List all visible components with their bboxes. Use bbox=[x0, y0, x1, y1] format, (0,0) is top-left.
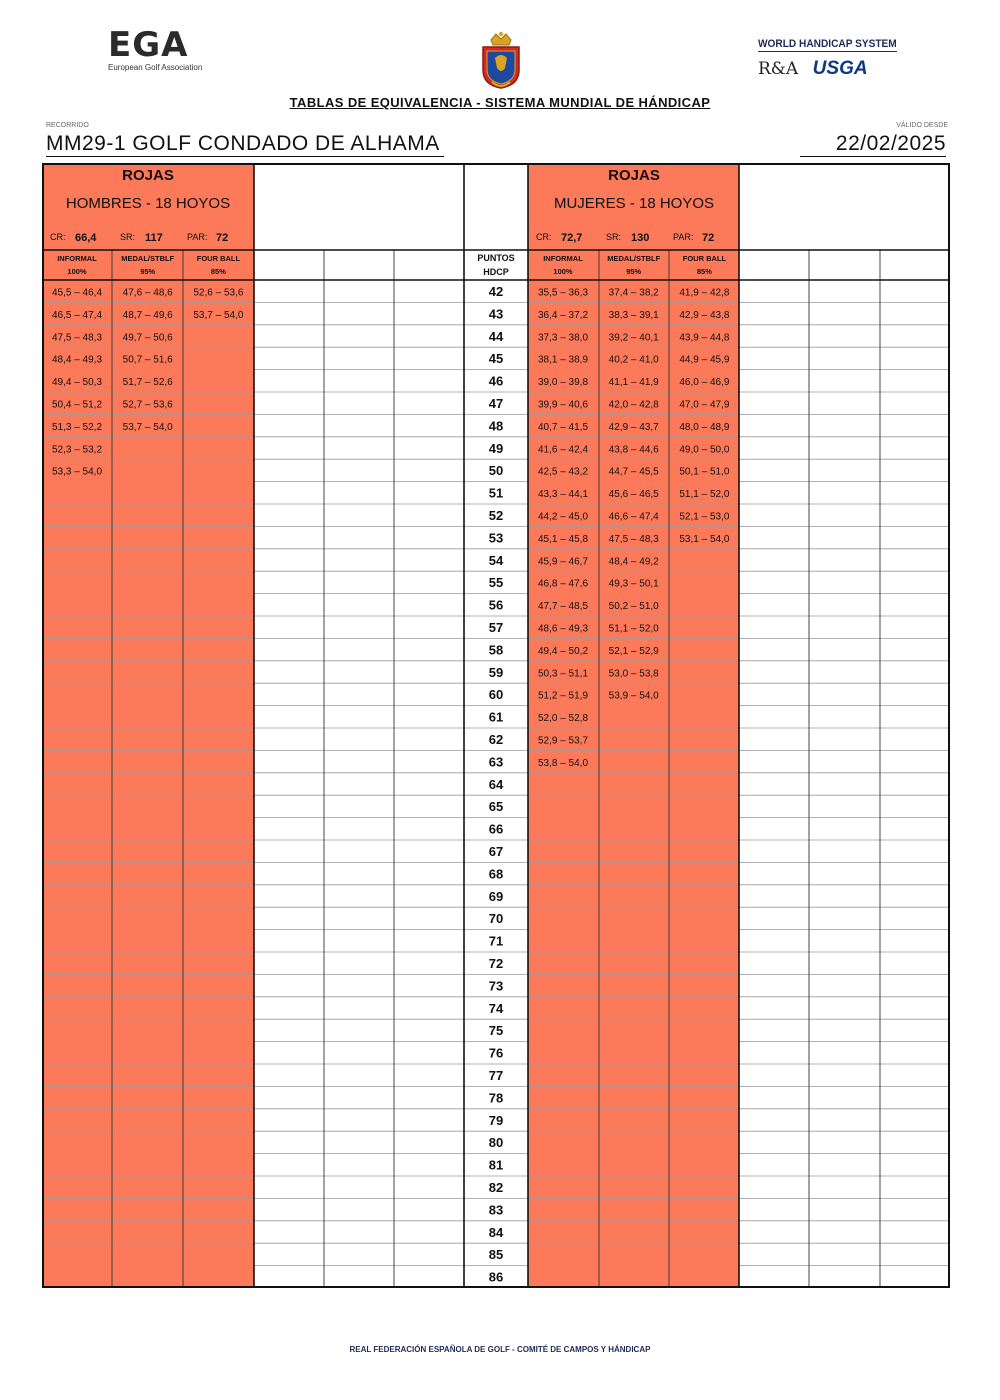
points-cell: 78 bbox=[488, 1090, 504, 1106]
valid-from-label: VÁLIDO DESDE bbox=[896, 122, 948, 129]
points-cell: 60 bbox=[488, 687, 504, 703]
whs-title: WORLD HANDICAP SYSTEM bbox=[758, 38, 897, 50]
points-cell: 54 bbox=[488, 552, 504, 568]
women-range-cell: 47,0 – 47,9 bbox=[679, 399, 730, 411]
women-range-cell: 52,9 – 53,7 bbox=[537, 735, 589, 747]
women-range-cell: 49,3 – 50,1 bbox=[608, 578, 659, 590]
women-col-percent: 95% bbox=[626, 267, 642, 276]
women-range-cell: 44,2 – 45,0 bbox=[537, 511, 589, 523]
points-cell: 79 bbox=[488, 1112, 504, 1128]
men-range-cell: 51,7 – 52,6 bbox=[122, 377, 173, 389]
points-cell: 44 bbox=[488, 328, 504, 344]
women-range-cell: 49,0 – 50,0 bbox=[679, 444, 730, 456]
men-col-percent: 100% bbox=[67, 267, 87, 276]
men-range-cell: 52,6 – 53,6 bbox=[193, 287, 244, 299]
women-range-cell: 50,2 – 51,0 bbox=[608, 601, 659, 613]
women-range-cell: 46,8 – 47,6 bbox=[537, 578, 589, 590]
points-cell: 65 bbox=[488, 799, 504, 815]
men-category: HOMBRES - 18 HOYOS bbox=[65, 195, 231, 212]
ega-logo-subtitle: European Golf Association bbox=[108, 63, 203, 72]
women-range-cell: 37,3 – 38,0 bbox=[537, 332, 589, 344]
women-range-cell: 53,1 – 54,0 bbox=[679, 533, 730, 545]
women-sr-label: SR: bbox=[606, 232, 622, 242]
women-range-cell: 48,0 – 48,9 bbox=[679, 421, 730, 433]
men-range-cell: 52,7 – 53,6 bbox=[122, 399, 173, 411]
points-cell: 86 bbox=[488, 1269, 504, 1285]
women-range-cell: 53,9 – 54,0 bbox=[608, 690, 659, 702]
points-cell: 49 bbox=[488, 440, 504, 456]
footer-text: REAL FEDERACIÓN ESPAÑOLA DE GOLF - COMITÉ DE CAMPOS Y HÁNDICAP bbox=[349, 1345, 651, 1354]
ega-logo-text: EGA bbox=[108, 25, 189, 65]
women-range-cell: 45,1 – 45,8 bbox=[537, 533, 589, 545]
points-cell: 53 bbox=[488, 530, 504, 546]
ega-logo bbox=[108, 25, 208, 72]
women-range-cell: 45,9 – 46,7 bbox=[537, 556, 589, 568]
women-range-cell: 46,6 – 47,4 bbox=[608, 511, 659, 523]
points-cell: 75 bbox=[488, 1023, 504, 1039]
women-range-cell: 42,9 – 43,8 bbox=[679, 309, 730, 321]
points-cell: 82 bbox=[488, 1180, 504, 1195]
points-cell: 77 bbox=[488, 1068, 504, 1083]
men-range-cell: 50,4 – 51,2 bbox=[51, 399, 103, 411]
points-cell: 56 bbox=[488, 597, 504, 613]
women-range-cell: 42,5 – 43,2 bbox=[537, 466, 589, 478]
women-cr-value: 72,7 bbox=[561, 232, 583, 244]
women-range-cell: 40,7 – 41,5 bbox=[537, 421, 589, 433]
men-range-cell: 52,3 – 53,2 bbox=[51, 444, 103, 456]
women-col-header: FOUR BALL bbox=[682, 254, 727, 263]
points-cell: 64 bbox=[488, 776, 504, 792]
points-cell: 66 bbox=[488, 821, 504, 837]
women-col-percent: 100% bbox=[553, 267, 573, 276]
ra-logo: R&A bbox=[758, 59, 799, 79]
women-range-cell: 41,1 – 41,9 bbox=[608, 377, 659, 389]
points-cell: 63 bbox=[488, 754, 504, 770]
women-range-cell: 52,1 – 53,0 bbox=[679, 511, 730, 523]
women-range-cell: 44,7 – 45,5 bbox=[608, 466, 659, 478]
men-col-header: MEDAL/STBLF bbox=[121, 254, 175, 263]
women-range-cell: 42,9 – 43,7 bbox=[608, 421, 659, 433]
men-range-cell: 47,6 – 48,6 bbox=[122, 287, 173, 299]
men-col-percent: 95% bbox=[140, 267, 156, 276]
points-cell: 43 bbox=[488, 306, 504, 322]
points-cell: 74 bbox=[488, 1000, 504, 1016]
points-cell: 58 bbox=[488, 642, 504, 658]
points-cell: 55 bbox=[488, 575, 504, 591]
men-tee-name: ROJAS bbox=[122, 167, 174, 184]
points-cell: 46 bbox=[488, 373, 504, 389]
women-range-cell: 39,9 – 40,6 bbox=[537, 399, 589, 411]
document-title: TABLAS DE EQUIVALENCIA - SISTEMA MUNDIAL DE HÁNDICAP bbox=[289, 95, 711, 110]
points-cell: 48 bbox=[488, 418, 504, 434]
women-par-label: PAR: bbox=[673, 232, 694, 242]
men-range-cell: 48,4 – 49,3 bbox=[51, 354, 103, 366]
men-par-value: 72 bbox=[216, 232, 229, 244]
men-range-cell: 48,7 – 49,6 bbox=[122, 309, 173, 321]
women-range-cell: 44,9 – 45,9 bbox=[679, 354, 730, 366]
men-range-cell: 46,5 – 47,4 bbox=[51, 309, 103, 321]
points-cell: 42 bbox=[488, 284, 504, 299]
women-range-cell: 52,0 – 52,8 bbox=[537, 713, 589, 725]
points-cell: 69 bbox=[488, 888, 504, 904]
points-cell: 70 bbox=[488, 911, 504, 927]
women-range-cell: 51,1 – 52,0 bbox=[608, 623, 659, 635]
men-range-cell: 53,7 – 54,0 bbox=[193, 309, 244, 321]
men-range-cell: 45,5 – 46,4 bbox=[51, 287, 103, 299]
men-cr-label: CR: bbox=[50, 232, 66, 242]
points-cell: 50 bbox=[488, 463, 504, 479]
men-range-cell: 50,7 – 51,6 bbox=[122, 354, 173, 366]
women-range-cell: 37,4 – 38,2 bbox=[608, 287, 659, 299]
women-range-cell: 38,3 – 39,1 bbox=[608, 309, 659, 321]
points-cell: 51 bbox=[488, 485, 504, 501]
points-cell: 73 bbox=[488, 978, 504, 994]
points-cell: 76 bbox=[488, 1045, 504, 1061]
women-cr-label: CR: bbox=[536, 232, 552, 242]
women-range-cell: 38,1 – 38,9 bbox=[537, 354, 589, 366]
women-col-header: MEDAL/STBLF bbox=[607, 254, 661, 263]
points-cell: 45 bbox=[488, 351, 504, 367]
points-cell: 72 bbox=[488, 956, 504, 971]
women-range-cell: 51,2 – 51,9 bbox=[537, 690, 589, 702]
women-range-cell: 47,7 – 48,5 bbox=[537, 601, 589, 613]
men-col-header: INFORMAL bbox=[57, 254, 97, 263]
usga-logo: USGA bbox=[812, 58, 868, 79]
women-range-cell: 48,4 – 49,2 bbox=[608, 556, 659, 568]
women-range-cell: 40,2 – 41,0 bbox=[608, 354, 659, 366]
women-range-cell: 46,0 – 46,9 bbox=[679, 377, 730, 389]
valid-date: 22/02/2025 bbox=[800, 131, 946, 157]
women-range-cell: 51,1 – 52,0 bbox=[679, 489, 730, 501]
women-par-value: 72 bbox=[702, 232, 715, 244]
points-cell: 47 bbox=[488, 396, 504, 411]
women-range-cell: 39,2 – 40,1 bbox=[608, 332, 659, 344]
points-cell: 83 bbox=[488, 1202, 504, 1218]
men-sr-value: 117 bbox=[145, 232, 163, 244]
women-range-cell: 43,3 – 44,1 bbox=[537, 489, 589, 501]
women-range-cell: 41,9 – 42,8 bbox=[679, 287, 730, 299]
points-cell: 59 bbox=[488, 664, 504, 680]
points-cell: 67 bbox=[488, 844, 504, 859]
women-range-cell: 41,6 – 42,4 bbox=[537, 444, 589, 456]
women-range-cell: 35,5 – 36,3 bbox=[537, 287, 589, 299]
women-range-cell: 42,0 – 42,8 bbox=[608, 399, 659, 411]
women-range-cell: 49,4 – 50,2 bbox=[537, 645, 589, 657]
women-range-cell: 45,6 – 46,5 bbox=[608, 489, 659, 501]
men-range-cell: 53,7 – 54,0 bbox=[122, 421, 173, 433]
women-range-cell: 53,0 – 53,8 bbox=[608, 668, 659, 680]
men-sr-label: SR: bbox=[120, 232, 136, 242]
men-cr-value: 66,4 bbox=[75, 232, 97, 244]
points-cell: 57 bbox=[488, 620, 504, 635]
women-range-cell: 52,1 – 52,9 bbox=[608, 645, 659, 657]
whs-logo bbox=[758, 34, 897, 80]
points-cell: 84 bbox=[488, 1224, 504, 1240]
women-range-cell: 36,4 – 37,2 bbox=[537, 309, 589, 321]
women-range-cell: 48,6 – 49,3 bbox=[537, 623, 589, 635]
points-header: PUNTOS bbox=[477, 253, 515, 263]
women-range-cell: 53,8 – 54,0 bbox=[537, 757, 589, 769]
women-range-cell: 39,0 – 39,8 bbox=[537, 377, 589, 389]
men-range-cell: 47,5 – 48,3 bbox=[51, 332, 103, 344]
women-col-header: INFORMAL bbox=[543, 254, 583, 263]
women-category: MUJERES - 18 HOYOS bbox=[553, 195, 715, 212]
points-cell: 80 bbox=[488, 1135, 504, 1151]
men-col-percent: 85% bbox=[210, 267, 226, 276]
women-range-cell: 50,1 – 51,0 bbox=[679, 466, 730, 478]
points-cell: 52 bbox=[488, 508, 504, 523]
points-cell: 68 bbox=[488, 866, 504, 882]
women-col-percent: 85% bbox=[696, 267, 712, 276]
points-cell: 62 bbox=[488, 732, 504, 747]
points-cell: 85 bbox=[488, 1247, 504, 1263]
men-range-cell: 49,7 – 50,6 bbox=[122, 332, 173, 344]
women-sr-value: 130 bbox=[631, 232, 650, 244]
women-tee-name: ROJAS bbox=[608, 167, 660, 184]
points-cell: 71 bbox=[488, 933, 504, 949]
women-range-cell: 43,8 – 44,6 bbox=[608, 444, 659, 456]
men-range-cell: 49,4 – 50,3 bbox=[51, 377, 103, 389]
equivalence-table bbox=[42, 163, 950, 1288]
hdcp-header: HDCP bbox=[483, 267, 509, 277]
course-name: MM29-1 GOLF CONDADO DE ALHAMA bbox=[46, 131, 444, 157]
men-range-cell: 51,3 – 52,2 bbox=[51, 421, 103, 433]
men-par-label: PAR: bbox=[187, 232, 208, 242]
points-cell: 61 bbox=[488, 709, 504, 725]
women-range-cell: 50,3 – 51,1 bbox=[537, 668, 589, 680]
men-col-header: FOUR BALL bbox=[196, 254, 241, 263]
women-range-cell: 47,5 – 48,3 bbox=[608, 533, 659, 545]
points-cell: 81 bbox=[488, 1157, 504, 1173]
rfeg-crest-icon bbox=[472, 30, 530, 90]
recorrido-label: RECORRIDO bbox=[46, 122, 89, 129]
women-range-cell: 43,9 – 44,8 bbox=[679, 332, 730, 344]
men-range-cell: 53,3 – 54,0 bbox=[51, 466, 103, 478]
